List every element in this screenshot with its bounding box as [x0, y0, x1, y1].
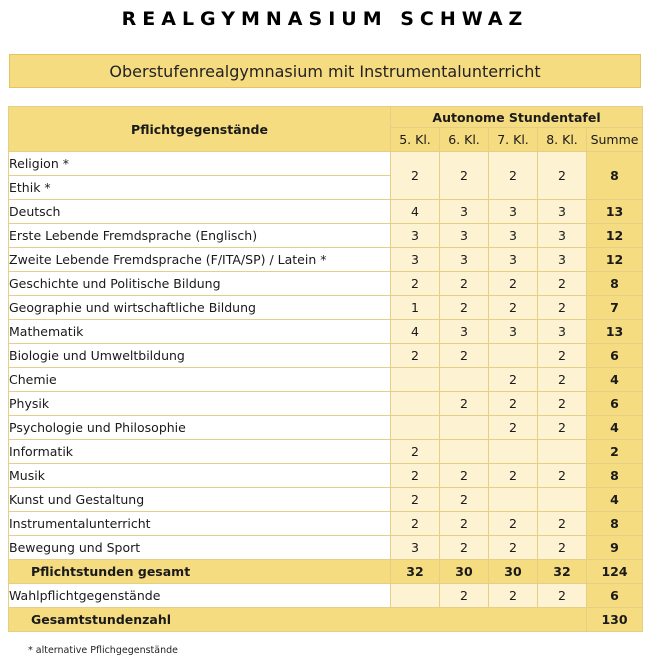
pflicht-total-value: 32 — [391, 560, 440, 584]
value-cell — [440, 440, 489, 464]
header-col: 8. Kl. — [538, 128, 587, 152]
value-cell: 2 — [391, 152, 440, 200]
header-col: 5. Kl. — [391, 128, 440, 152]
value-cell: 2 — [538, 536, 587, 560]
table-row — [9, 200, 643, 224]
table-row — [9, 440, 643, 464]
table-row — [9, 296, 643, 320]
sum-cell: 6 — [587, 344, 643, 368]
sum-cell: 2 — [587, 440, 643, 464]
value-cell: 3 — [489, 224, 538, 248]
table-row — [9, 368, 643, 392]
value-cell — [538, 488, 587, 512]
value-cell: 2 — [489, 512, 538, 536]
wahl-label: Wahlpflichtgegenstände — [9, 584, 391, 608]
sum-cell: 13 — [587, 200, 643, 224]
value-cell: 2 — [489, 152, 538, 200]
sum-cell: 13 — [587, 320, 643, 344]
value-cell: 2 — [440, 152, 489, 200]
sum-cell: 4 — [587, 416, 643, 440]
pflicht-total-label: Pflichtstunden gesamt — [9, 560, 391, 584]
table-row — [9, 512, 643, 536]
value-cell: 2 — [440, 536, 489, 560]
value-cell: 2 — [440, 464, 489, 488]
header-subject: Pflichtgegenstände — [9, 107, 391, 152]
value-cell: 2 — [538, 296, 587, 320]
value-cell: 2 — [489, 536, 538, 560]
value-cell: 2 — [440, 296, 489, 320]
value-cell: 4 — [391, 320, 440, 344]
value-cell: 2 — [391, 272, 440, 296]
value-cell: 2 — [538, 392, 587, 416]
value-cell: 2 — [489, 464, 538, 488]
subject-cell: Deutsch — [9, 200, 391, 224]
subject-cell: Informatik — [9, 440, 391, 464]
value-cell: 2 — [538, 368, 587, 392]
value-cell: 2 — [391, 512, 440, 536]
header-col: 7. Kl. — [489, 128, 538, 152]
subtitle-banner — [9, 54, 641, 88]
subject-cell: Religion * — [9, 152, 391, 176]
timetable — [8, 106, 643, 632]
table-row — [9, 536, 643, 560]
sum-cell: 4 — [587, 368, 643, 392]
subject-cell: Instrumentalunterricht — [9, 512, 391, 536]
value-cell: 3 — [538, 224, 587, 248]
value-cell: 2 — [538, 464, 587, 488]
value-cell — [391, 368, 440, 392]
sum-cell: 4 — [587, 488, 643, 512]
subject-cell: Biologie und Umweltbildung — [9, 344, 391, 368]
value-cell: 3 — [440, 320, 489, 344]
gesamt-row — [9, 608, 643, 632]
table-row — [9, 416, 643, 440]
sum-cell: 9 — [587, 536, 643, 560]
wahl-sum: 6 — [587, 584, 643, 608]
subtitle-text: Oberstufenrealgymnasium mit Instrumentalunterricht — [109, 61, 541, 81]
wahl-row — [9, 584, 643, 608]
subject-cell: Physik — [9, 392, 391, 416]
wahl-value: 2 — [440, 584, 489, 608]
value-cell — [538, 440, 587, 464]
subject-cell: Musik — [9, 464, 391, 488]
subject-cell: Kunst und Gestaltung — [9, 488, 391, 512]
value-cell: 2 — [440, 488, 489, 512]
value-cell: 3 — [440, 200, 489, 224]
footnote: * alternative Pflichgegenstände — [28, 645, 178, 656]
pflicht-total-value: 32 — [538, 560, 587, 584]
value-cell: 2 — [440, 392, 489, 416]
value-cell — [440, 416, 489, 440]
value-cell: 2 — [391, 464, 440, 488]
value-cell: 4 — [391, 200, 440, 224]
sum-cell: 8 — [587, 272, 643, 296]
subject-cell: Bewegung und Sport — [9, 536, 391, 560]
value-cell: 2 — [440, 512, 489, 536]
header-col: 6. Kl. — [440, 128, 489, 152]
gesamt-sum: 130 — [587, 608, 643, 632]
value-cell: 3 — [391, 536, 440, 560]
value-cell: 2 — [489, 368, 538, 392]
sum-cell: 12 — [587, 248, 643, 272]
sum-cell: 7 — [587, 296, 643, 320]
value-cell: 2 — [538, 416, 587, 440]
pflicht-total-row — [9, 560, 643, 584]
value-cell — [391, 392, 440, 416]
table-row — [9, 152, 643, 176]
value-cell: 2 — [489, 296, 538, 320]
value-cell: 2 — [538, 272, 587, 296]
sum-cell: 8 — [587, 152, 643, 200]
value-cell — [391, 416, 440, 440]
value-cell: 1 — [391, 296, 440, 320]
table-row — [9, 488, 643, 512]
subject-cell: Mathematik — [9, 320, 391, 344]
value-cell: 2 — [489, 272, 538, 296]
table-row — [9, 224, 643, 248]
value-cell: 2 — [538, 512, 587, 536]
sum-cell: 12 — [587, 224, 643, 248]
value-cell: 2 — [440, 344, 489, 368]
sum-cell: 8 — [587, 512, 643, 536]
header-col: Summe — [587, 128, 643, 152]
value-cell: 3 — [391, 224, 440, 248]
page-title: REALGYMNASIUM SCHWAZ — [121, 8, 529, 30]
value-cell — [489, 440, 538, 464]
value-cell: 3 — [489, 248, 538, 272]
table-body — [9, 152, 643, 632]
gesamt-label: Gesamtstundenzahl — [9, 608, 587, 632]
table-row — [9, 248, 643, 272]
value-cell: 2 — [391, 440, 440, 464]
table-row — [9, 320, 643, 344]
subject-cell: Ethik * — [9, 176, 391, 200]
value-cell: 3 — [489, 320, 538, 344]
value-cell: 3 — [440, 224, 489, 248]
value-cell: 2 — [538, 152, 587, 200]
subject-cell: Erste Lebende Fremdsprache (Englisch) — [9, 224, 391, 248]
value-cell: 3 — [538, 248, 587, 272]
value-cell — [440, 368, 489, 392]
table-row — [9, 464, 643, 488]
value-cell: 2 — [489, 416, 538, 440]
value-cell: 2 — [440, 272, 489, 296]
sum-cell: 8 — [587, 464, 643, 488]
value-cell — [489, 344, 538, 368]
subject-cell: Zweite Lebende Fremdsprache (F/ITA/SP) / Latein * — [9, 248, 391, 272]
table-row — [9, 392, 643, 416]
value-cell: 2 — [391, 344, 440, 368]
pflicht-total-value: 30 — [440, 560, 489, 584]
value-cell — [489, 488, 538, 512]
subject-cell: Geschichte und Politische Bildung — [9, 272, 391, 296]
value-cell: 3 — [538, 200, 587, 224]
pflicht-total-sum: 124 — [587, 560, 643, 584]
wahl-value — [391, 584, 440, 608]
value-cell: 3 — [489, 200, 538, 224]
table-row — [9, 344, 643, 368]
value-cell: 3 — [538, 320, 587, 344]
table-row — [9, 272, 643, 296]
value-cell: 2 — [489, 392, 538, 416]
sum-cell: 6 — [587, 392, 643, 416]
header-group: Autonome Stundentafel — [391, 107, 643, 128]
value-cell: 2 — [538, 344, 587, 368]
subject-cell: Psychologie und Philosophie — [9, 416, 391, 440]
pflicht-total-value: 30 — [489, 560, 538, 584]
value-cell: 3 — [391, 248, 440, 272]
subject-cell: Geographie und wirtschaftliche Bildung — [9, 296, 391, 320]
subject-cell: Chemie — [9, 368, 391, 392]
value-cell: 3 — [440, 248, 489, 272]
value-cell: 2 — [391, 488, 440, 512]
wahl-value: 2 — [489, 584, 538, 608]
wahl-value: 2 — [538, 584, 587, 608]
